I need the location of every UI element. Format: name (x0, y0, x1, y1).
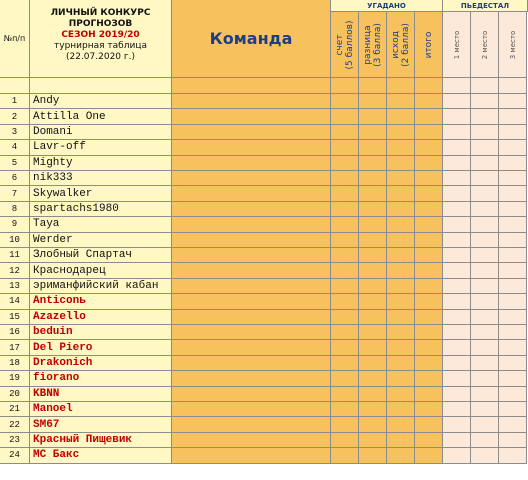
score-cell[interactable] (331, 186, 359, 201)
team-cell[interactable] (172, 433, 331, 448)
outcome-cell[interactable] (387, 417, 415, 432)
diff-cell[interactable] (359, 417, 387, 432)
guessed-label: УГАДАНО (367, 1, 406, 10)
place2-cell[interactable] (471, 156, 499, 171)
participant-name-cell[interactable]: fiorano (30, 371, 172, 386)
score-cell[interactable] (331, 371, 359, 386)
row-number-cell[interactable]: 9 (0, 217, 30, 232)
outcome-cell[interactable] (387, 140, 415, 155)
place2-cell[interactable] (471, 109, 499, 124)
diff-label: разница (362, 24, 373, 65)
row-number-cell[interactable]: 4 (0, 140, 30, 155)
podium-header-cell[interactable] (443, 0, 528, 12)
team-cell[interactable] (172, 448, 331, 463)
place1-cell[interactable] (443, 433, 471, 448)
total-cell[interactable] (415, 233, 443, 248)
total-cell[interactable] (415, 371, 443, 386)
place3-cell[interactable] (499, 433, 527, 448)
team-cell[interactable] (172, 263, 331, 278)
place2-cell[interactable] (471, 387, 499, 402)
row-number-cell[interactable]: 10 (0, 233, 30, 248)
place2-cell[interactable] (471, 371, 499, 386)
participant-name-cell[interactable]: МС Бакс (30, 448, 172, 463)
outcome-cell[interactable] (387, 356, 415, 371)
row-number-cell[interactable]: 18 (0, 356, 30, 371)
row-number-cell[interactable]: 3 (0, 125, 30, 140)
row-number-cell[interactable]: 17 (0, 340, 30, 355)
row-number-cell[interactable]: 11 (0, 248, 30, 263)
team-header-cell[interactable] (172, 0, 331, 78)
place2-header-cell[interactable] (471, 12, 499, 78)
total-cell[interactable] (415, 248, 443, 263)
total-cell[interactable] (415, 279, 443, 294)
spacer-cell[interactable] (172, 78, 331, 94)
participant-name-cell[interactable]: Красный Пищевик (30, 433, 172, 448)
place1-cell[interactable] (443, 217, 471, 232)
participant-name-cell[interactable]: Taya (30, 217, 172, 232)
outcome-cell[interactable] (387, 340, 415, 355)
outcome-cell[interactable] (387, 325, 415, 340)
row-number-cell[interactable]: 12 (0, 263, 30, 278)
score-cell[interactable] (331, 263, 359, 278)
place2-cell[interactable] (471, 294, 499, 309)
title-cell[interactable] (30, 0, 172, 78)
spacer-cell[interactable] (471, 78, 499, 94)
score-header-cell[interactable] (331, 12, 359, 78)
table-subtitle: турнирная таблица (54, 41, 147, 51)
place2-cell[interactable] (471, 279, 499, 294)
outcome-cell[interactable] (387, 263, 415, 278)
participant-name-cell[interactable]: beduin (30, 325, 172, 340)
place1-cell[interactable] (443, 202, 471, 217)
place3-cell[interactable] (499, 310, 527, 325)
outcome-cell[interactable] (387, 310, 415, 325)
place3-cell[interactable] (499, 125, 527, 140)
row-number-cell[interactable]: 24 (0, 448, 30, 463)
score-cell[interactable] (331, 340, 359, 355)
place1-cell[interactable] (443, 140, 471, 155)
score-cell[interactable] (331, 387, 359, 402)
diff-cell[interactable] (359, 433, 387, 448)
table-date: (22.07.2020 г.) (65, 52, 135, 62)
participant-name-cell[interactable]: Werder (30, 233, 172, 248)
diff-cell[interactable] (359, 402, 387, 417)
participant-name-cell[interactable]: Lavr-off (30, 140, 172, 155)
place3-cell[interactable] (499, 233, 527, 248)
spacer-cell[interactable] (331, 78, 359, 94)
diff-cell[interactable] (359, 263, 387, 278)
place2-cell[interactable] (471, 248, 499, 263)
diff-cell[interactable] (359, 356, 387, 371)
place2-cell[interactable] (471, 140, 499, 155)
row-number-cell[interactable]: 1 (0, 94, 30, 109)
total-cell[interactable] (415, 356, 443, 371)
place1-header-cell[interactable] (443, 12, 471, 78)
outcome-cell[interactable] (387, 109, 415, 124)
participant-name-cell[interactable]: Краснодарец (30, 263, 172, 278)
outcome-header-cell[interactable] (387, 12, 415, 78)
score-cell[interactable] (331, 125, 359, 140)
row-number-cell[interactable]: 21 (0, 402, 30, 417)
score-cell[interactable] (331, 433, 359, 448)
outcome-cell[interactable] (387, 233, 415, 248)
team-cell[interactable] (172, 387, 331, 402)
place2-cell[interactable] (471, 186, 499, 201)
place3-cell[interactable] (499, 294, 527, 309)
place2-cell[interactable] (471, 171, 499, 186)
participant-name-cell[interactable]: KBNN (30, 387, 172, 402)
place2-cell[interactable] (471, 340, 499, 355)
place3-cell[interactable] (499, 109, 527, 124)
score-cell[interactable] (331, 109, 359, 124)
total-header-cell[interactable] (415, 12, 443, 78)
score-cell[interactable] (331, 417, 359, 432)
outcome-cell[interactable] (387, 279, 415, 294)
total-cell[interactable] (415, 94, 443, 109)
spacer-cell[interactable] (387, 78, 415, 94)
total-cell[interactable] (415, 325, 443, 340)
participant-name-cell[interactable]: Manoel (30, 402, 172, 417)
place3-cell[interactable] (499, 186, 527, 201)
place1-cell[interactable] (443, 186, 471, 201)
team-cell[interactable] (172, 202, 331, 217)
participant-name-cell[interactable]: Attilla One (30, 109, 172, 124)
diff-cell[interactable] (359, 310, 387, 325)
outcome-cell[interactable] (387, 248, 415, 263)
diff-cell[interactable] (359, 186, 387, 201)
outcome-cell[interactable] (387, 156, 415, 171)
place2-cell[interactable] (471, 356, 499, 371)
place3-header-cell[interactable] (499, 12, 527, 78)
place3-cell[interactable] (499, 156, 527, 171)
place1-cell[interactable] (443, 109, 471, 124)
place3-cell[interactable] (499, 279, 527, 294)
team-cell[interactable] (172, 248, 331, 263)
diff-cell[interactable] (359, 387, 387, 402)
place1-cell[interactable] (443, 387, 471, 402)
place2-cell[interactable] (471, 202, 499, 217)
outcome-cell[interactable] (387, 387, 415, 402)
place3-cell[interactable] (499, 140, 527, 155)
score-cell[interactable] (331, 448, 359, 463)
season-label: СЕЗОН 2019/20 (61, 30, 140, 40)
team-cell[interactable] (172, 402, 331, 417)
place3-label: 3 место (508, 30, 517, 59)
total-cell[interactable] (415, 340, 443, 355)
row-number-cell[interactable]: 6 (0, 171, 30, 186)
place3-cell[interactable] (499, 263, 527, 278)
score-points-label: (5 баллов) (344, 20, 355, 69)
score-cell[interactable] (331, 356, 359, 371)
team-cell[interactable] (172, 356, 331, 371)
place1-cell[interactable] (443, 233, 471, 248)
place2-cell[interactable] (471, 417, 499, 432)
diff-cell[interactable] (359, 233, 387, 248)
total-cell[interactable] (415, 263, 443, 278)
spacer-cell[interactable] (0, 78, 30, 94)
total-cell[interactable] (415, 186, 443, 201)
outcome-cell[interactable] (387, 171, 415, 186)
place3-cell[interactable] (499, 202, 527, 217)
outcome-points-label: (2 балла) (400, 22, 411, 67)
score-cell[interactable] (331, 279, 359, 294)
participant-name-cell[interactable]: SM67 (30, 417, 172, 432)
place1-label: 1 место (452, 30, 461, 59)
total-cell[interactable] (415, 433, 443, 448)
participant-name-cell[interactable]: Azazello (30, 310, 172, 325)
place1-cell[interactable] (443, 402, 471, 417)
place2-cell[interactable] (471, 448, 499, 463)
team-cell[interactable] (172, 94, 331, 109)
team-cell[interactable] (172, 125, 331, 140)
row-number-cell[interactable]: 15 (0, 310, 30, 325)
spacer-cell[interactable] (415, 78, 443, 94)
outcome-cell[interactable] (387, 371, 415, 386)
place1-cell[interactable] (443, 417, 471, 432)
team-cell[interactable] (172, 340, 331, 355)
team-cell[interactable] (172, 140, 331, 155)
diff-cell[interactable] (359, 294, 387, 309)
podium-label: ПЬЕДЕСТАЛ (460, 1, 510, 10)
diff-cell[interactable] (359, 171, 387, 186)
place2-label: 2 место (480, 30, 489, 59)
team-cell[interactable] (172, 171, 331, 186)
spacer-cell[interactable] (30, 78, 172, 94)
row-number-cell[interactable]: 5 (0, 156, 30, 171)
place2-cell[interactable] (471, 94, 499, 109)
row-number-cell[interactable]: 2 (0, 109, 30, 124)
place1-cell[interactable] (443, 325, 471, 340)
place3-cell[interactable] (499, 248, 527, 263)
participant-name-cell[interactable]: spartachs1980 (30, 202, 172, 217)
score-label: счет (334, 33, 345, 56)
place3-cell[interactable] (499, 325, 527, 340)
place3-cell[interactable] (499, 340, 527, 355)
outcome-cell[interactable] (387, 202, 415, 217)
outcome-cell[interactable] (387, 294, 415, 309)
total-label: итого (423, 31, 434, 58)
row-number-cell[interactable]: 20 (0, 387, 30, 402)
diff-cell[interactable] (359, 202, 387, 217)
diff-cell[interactable] (359, 125, 387, 140)
diff-points-label: (3 балла) (372, 22, 383, 67)
diff-cell[interactable] (359, 279, 387, 294)
diff-cell[interactable] (359, 140, 387, 155)
total-cell[interactable] (415, 171, 443, 186)
row-number-cell[interactable]: 23 (0, 433, 30, 448)
team-cell[interactable] (172, 109, 331, 124)
header-num-cell[interactable] (0, 0, 30, 78)
place3-cell[interactable] (499, 94, 527, 109)
place2-cell[interactable] (471, 125, 499, 140)
score-cell[interactable] (331, 248, 359, 263)
outcome-cell[interactable] (387, 402, 415, 417)
diff-cell[interactable] (359, 248, 387, 263)
outcome-label: исход (390, 30, 401, 59)
num-column-label: №п/п (3, 34, 26, 43)
place1-cell[interactable] (443, 294, 471, 309)
score-cell[interactable] (331, 217, 359, 232)
row-number-cell[interactable]: 19 (0, 371, 30, 386)
total-cell[interactable] (415, 109, 443, 124)
participant-name-cell[interactable]: эриманфийский кабан (30, 279, 172, 294)
participant-name-cell[interactable]: Skywalker (30, 186, 172, 201)
outcome-cell[interactable] (387, 448, 415, 463)
contest-title-line1: ЛИЧНЫЙ КОНКУРС (50, 8, 151, 18)
row-number-cell[interactable]: 22 (0, 417, 30, 432)
score-cell[interactable] (331, 140, 359, 155)
place1-cell[interactable] (443, 310, 471, 325)
team-cell[interactable] (172, 325, 331, 340)
diff-cell[interactable] (359, 156, 387, 171)
total-cell[interactable] (415, 140, 443, 155)
participant-name-cell[interactable]: Anticonь (30, 294, 172, 309)
total-cell[interactable] (415, 125, 443, 140)
place3-cell[interactable] (499, 356, 527, 371)
place1-cell[interactable] (443, 448, 471, 463)
score-cell[interactable] (331, 156, 359, 171)
outcome-cell[interactable] (387, 94, 415, 109)
diff-cell[interactable] (359, 448, 387, 463)
place1-cell[interactable] (443, 340, 471, 355)
participant-name-cell[interactable]: Drakonich (30, 356, 172, 371)
place2-cell[interactable] (471, 402, 499, 417)
total-cell[interactable] (415, 448, 443, 463)
team-cell[interactable] (172, 156, 331, 171)
team-cell[interactable] (172, 233, 331, 248)
score-cell[interactable] (331, 310, 359, 325)
place1-cell[interactable] (443, 279, 471, 294)
team-column-label: Команда (209, 29, 293, 48)
guessed-header-cell[interactable] (331, 0, 443, 12)
participant-name-cell[interactable]: Злобный Спартач (30, 248, 172, 263)
spacer-cell[interactable] (443, 78, 471, 94)
place2-cell[interactable] (471, 310, 499, 325)
total-cell[interactable] (415, 294, 443, 309)
score-cell[interactable] (331, 171, 359, 186)
score-cell[interactable] (331, 402, 359, 417)
score-cell[interactable] (331, 233, 359, 248)
diff-cell[interactable] (359, 217, 387, 232)
total-cell[interactable] (415, 417, 443, 432)
place3-cell[interactable] (499, 371, 527, 386)
place3-cell[interactable] (499, 448, 527, 463)
contest-title-line2: ПРОГНОЗОВ (68, 19, 133, 29)
total-cell[interactable] (415, 310, 443, 325)
total-cell[interactable] (415, 156, 443, 171)
place1-cell[interactable] (443, 171, 471, 186)
diff-cell[interactable] (359, 340, 387, 355)
outcome-cell[interactable] (387, 125, 415, 140)
participant-name-cell[interactable]: Andy (30, 94, 172, 109)
outcome-cell[interactable] (387, 186, 415, 201)
team-cell[interactable] (172, 310, 331, 325)
row-number-cell[interactable]: 7 (0, 186, 30, 201)
place1-cell[interactable] (443, 371, 471, 386)
place1-cell[interactable] (443, 125, 471, 140)
team-cell[interactable] (172, 294, 331, 309)
total-cell[interactable] (415, 387, 443, 402)
place3-cell[interactable] (499, 387, 527, 402)
row-number-cell[interactable]: 14 (0, 294, 30, 309)
place3-cell[interactable] (499, 171, 527, 186)
participant-name-cell[interactable]: nik333 (30, 171, 172, 186)
row-number-cell[interactable]: 8 (0, 202, 30, 217)
diff-cell[interactable] (359, 325, 387, 340)
place2-cell[interactable] (471, 325, 499, 340)
place1-cell[interactable] (443, 263, 471, 278)
row-number-cell[interactable]: 16 (0, 325, 30, 340)
place2-cell[interactable] (471, 233, 499, 248)
total-cell[interactable] (415, 217, 443, 232)
place1-cell[interactable] (443, 156, 471, 171)
place3-cell[interactable] (499, 402, 527, 417)
team-cell[interactable] (172, 217, 331, 232)
place1-cell[interactable] (443, 248, 471, 263)
diff-cell[interactable] (359, 371, 387, 386)
spacer-cell[interactable] (359, 78, 387, 94)
row-number-cell[interactable]: 13 (0, 279, 30, 294)
score-cell[interactable] (331, 94, 359, 109)
place1-cell[interactable] (443, 356, 471, 371)
place2-cell[interactable] (471, 263, 499, 278)
team-cell[interactable] (172, 371, 331, 386)
participant-name-cell[interactable]: Mighty (30, 156, 172, 171)
spacer-cell[interactable] (499, 78, 527, 94)
participant-name-cell[interactable]: Domani (30, 125, 172, 140)
place3-cell[interactable] (499, 417, 527, 432)
score-cell[interactable] (331, 202, 359, 217)
diff-header-cell[interactable] (359, 12, 387, 78)
place3-cell[interactable] (499, 217, 527, 232)
outcome-cell[interactable] (387, 217, 415, 232)
diff-cell[interactable] (359, 94, 387, 109)
team-cell[interactable] (172, 417, 331, 432)
diff-cell[interactable] (359, 109, 387, 124)
participant-name-cell[interactable]: Del Piero (30, 340, 172, 355)
score-cell[interactable] (331, 325, 359, 340)
outcome-cell[interactable] (387, 433, 415, 448)
place2-cell[interactable] (471, 217, 499, 232)
score-cell[interactable] (331, 294, 359, 309)
team-cell[interactable] (172, 186, 331, 201)
place2-cell[interactable] (471, 433, 499, 448)
total-cell[interactable] (415, 402, 443, 417)
place1-cell[interactable] (443, 94, 471, 109)
total-cell[interactable] (415, 202, 443, 217)
team-cell[interactable] (172, 279, 331, 294)
